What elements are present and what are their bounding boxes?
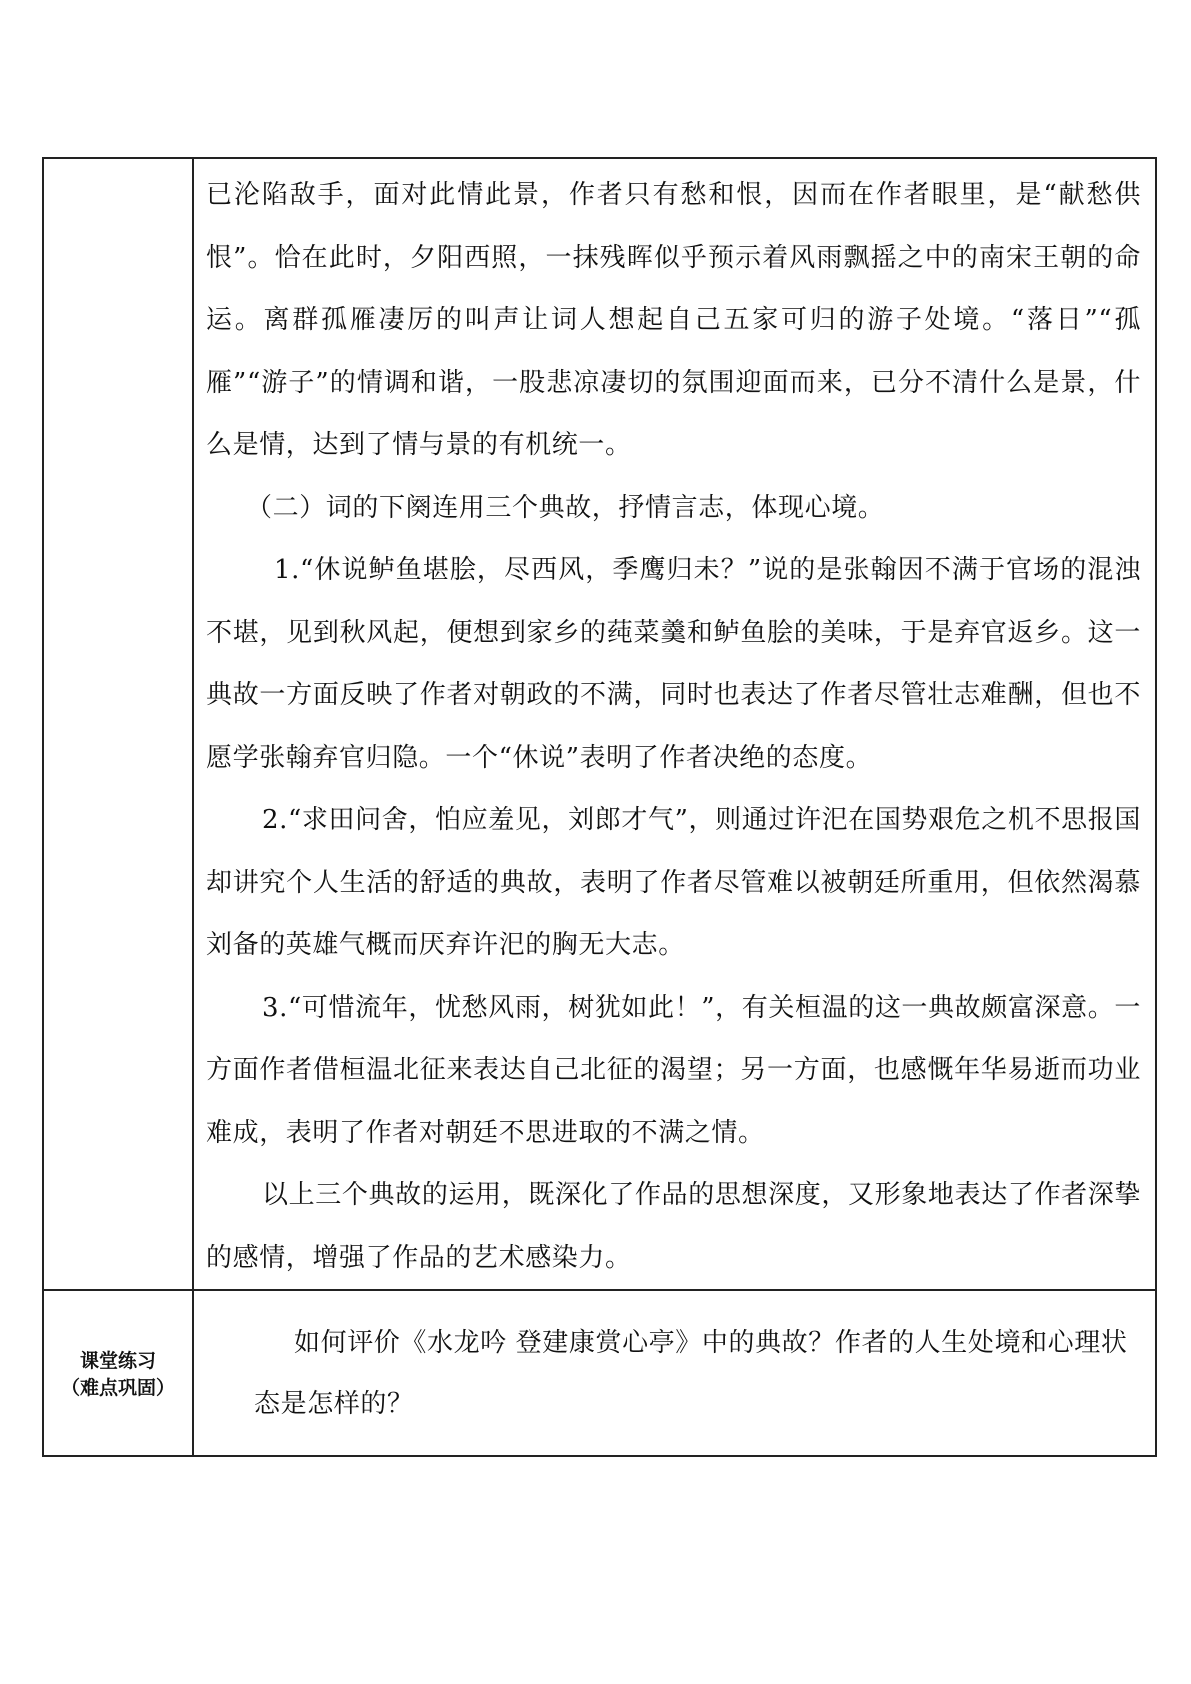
- exercise-content-cell: [193, 1290, 1156, 1456]
- paragraph-section-heading: （二）词的下阕连用三个典故，抒情言志，体现心境。: [246, 492, 885, 523]
- exercise-label: 课堂练习: [79, 1350, 156, 1372]
- paragraph-allusion-2: 2.“求田问舍，怕应羞见，刘郎才气”，则通过许汜在国势艰危之机不思报国却讲究个人生活的舒适的典故，表明了作者尽管难以被朝廷所重用，但依然渴慕刘备的英雄气概而厌弃许汜的胸无大志。: [206, 805, 1141, 960]
- analysis-content-cell: [193, 158, 1156, 1290]
- paragraph-allusion-3: 3.“可惜流年，忧愁风雨，树犹如此！”，有关桓温的这一典故颇富深意。一方面作者借桓温北征来表达自己北征的渴望；另一方面，也感慨年华易逝而功业难成，表明了作者对朝廷不思进取的不满之情。: [206, 992, 1141, 1148]
- table-row: [43, 158, 1156, 1290]
- lesson-table: [42, 157, 1157, 1457]
- paragraph-summary: 以上三个典故的运用，既深化了作品的思想深度，又形象地表达了作者深挚的感情，增强了作品的艺术感染力。: [206, 1180, 1141, 1273]
- analysis-text: [194, 159, 1155, 1289]
- paragraph-continuation: 已沦陷敌手，面对此情此景，作者只有愁和恨，因而在作者眼里，是“献愁供恨”。恰在此时，夕阳西照，一抹残晖似乎预示着风雨飘摇之中的南宋王朝的命运。离群孤雁凄厉的叫声让词人想起自己五家可归的游子处境。“落日”“孤雁”“游子”的情调和谐，一股悲凉凄切的氛围迎面而来，已分不清什么是景，什么是情，达到了情与景的有机统一。: [206, 180, 1141, 460]
- table-row: [43, 1290, 1156, 1456]
- exercise-sublabel: （难点巩固）: [60, 1377, 175, 1399]
- exercise-label-cell: [43, 1290, 193, 1456]
- exercise-question: 如何评价《水龙吟 登建康赏心亭》中的典故？作者的人生处境和心理状态是怎样的？: [254, 1328, 1128, 1419]
- row-label-cell-empty: [43, 158, 193, 1290]
- paragraph-allusion-1: 1.“休说鲈鱼堪脍，尽西风，季鹰归未？”说的是张翰因不满于官场的混浊不堪，见到秋风起，便想到家乡的莼菜羹和鲈鱼脍的美味，于是弃官返乡。这一典故一方面反映了作者对朝政的不满，同时也表达了作者尽管壮志难酬，但也不愿学张翰弃官归隐。一个“休说”表明了作者决绝的态度。: [206, 555, 1141, 773]
